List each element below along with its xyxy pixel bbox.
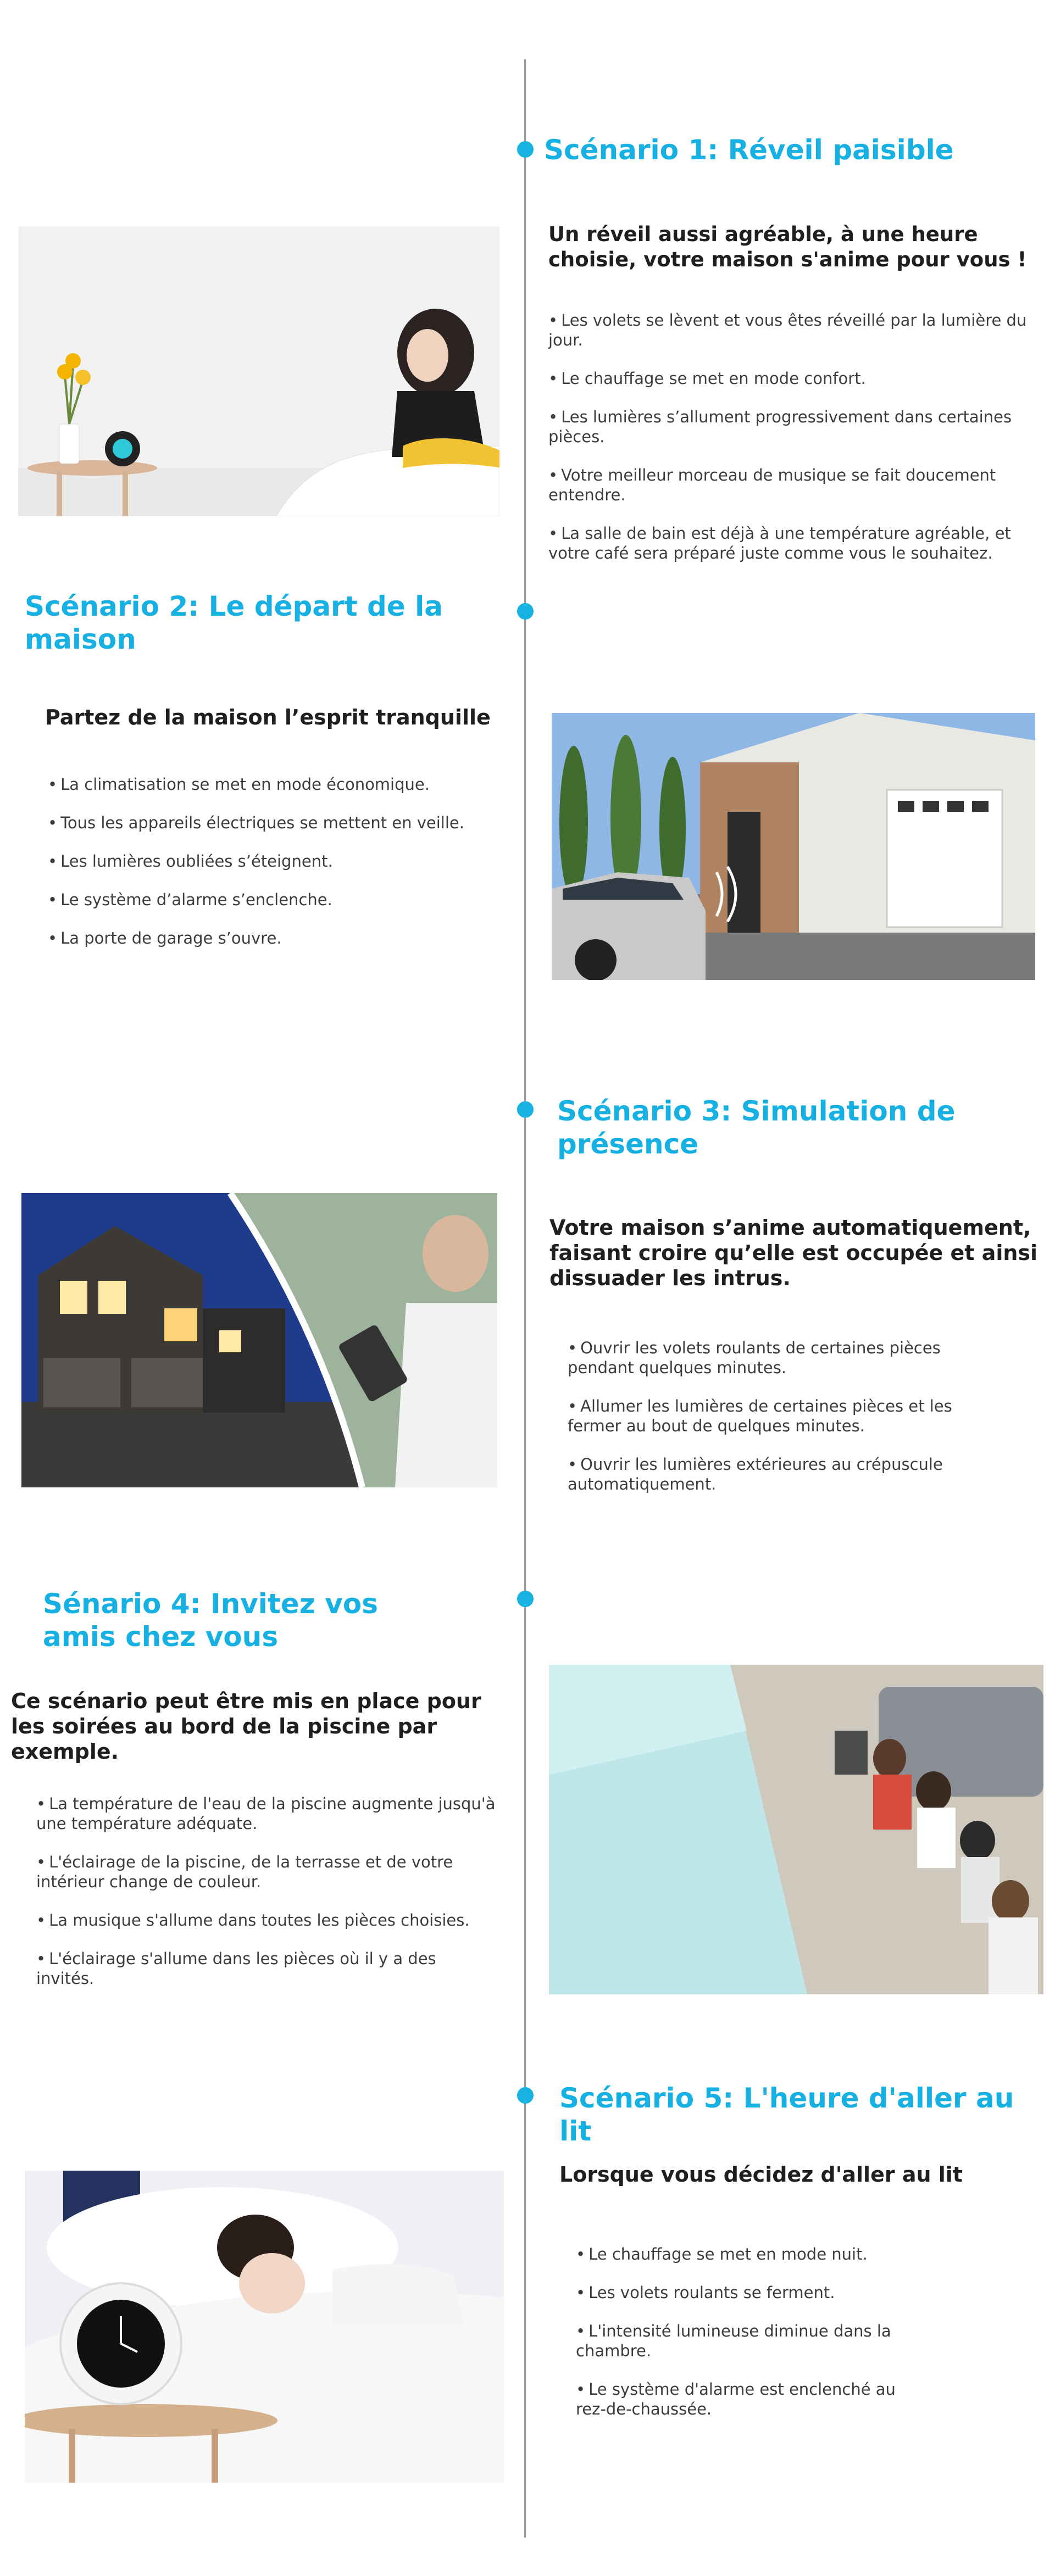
timeline-dot-2 xyxy=(517,603,534,620)
list-item: • L'éclairage de la piscine, de la terrasse et de votre intérieur change de couleur. xyxy=(36,1853,453,1891)
scenario-1-list xyxy=(548,310,1032,582)
scenario-5-list xyxy=(576,2244,928,2438)
list-item: • Ouvrir les lumières extérieures au crépuscule automatiquement. xyxy=(568,1455,943,1493)
timeline-dot-1 xyxy=(517,141,534,158)
scenario-5-title: Scénario 5: L'heure d'aller au lit xyxy=(559,2082,1014,2147)
list-item: • La porte de garage s’ouvre. xyxy=(48,929,282,947)
scenario-1-subtitle: Un réveil aussi agréable, à une heure choisie, votre maison s'anime pour vous ! xyxy=(548,222,1027,271)
list-item: • Votre meilleur morceau de musique se fait doucement entendre. xyxy=(548,466,996,504)
timeline-dot-4 xyxy=(517,1591,534,1607)
scenario-2-title: Scénario 2: Le départ de la maison xyxy=(25,590,443,655)
car-garage-door-photo xyxy=(552,713,1035,980)
scenario-3-list xyxy=(568,1338,1007,1513)
list-item: • L'intensité lumineuse diminue dans la chambre. xyxy=(576,2322,891,2360)
scenario-1-title: Scénario 1: Réveil paisible xyxy=(544,134,954,166)
list-item: • Ouvrir les volets roulants de certaines pièces pendant quelques minutes. xyxy=(568,1339,941,1377)
woman-waking-up-photo xyxy=(18,226,499,516)
scenario-3-subtitle: Votre maison s’anime automatiquement, faisant croire qu’elle est occupée et ainsi dissuader les intrus. xyxy=(549,1215,1038,1290)
friends-by-pool-photo xyxy=(549,1665,1043,1994)
timeline-dot-3 xyxy=(517,1101,534,1118)
scenario-4-list xyxy=(36,1794,498,2007)
house-at-night-tablet-photo xyxy=(21,1193,497,1487)
list-item: • La musique s'allume dans toutes les pièces choisies. xyxy=(36,1911,470,1930)
list-item: • Allumer les lumières de certaines pièces et les fermer au bout de quelques minutes. xyxy=(568,1397,952,1435)
scenario-5-subtitle: Lorsque vous décidez d'aller au lit xyxy=(559,2162,963,2187)
list-item: • Les lumières oubliées s’éteignent. xyxy=(48,852,333,871)
list-item: • Les lumières s’allument progressivement dans certaines pièces. xyxy=(548,408,1012,446)
scenario-4-title: Sénario 4: Invitez vos amis chez vous xyxy=(43,1588,378,1653)
list-item: • Tous les appareils électriques se mettent en veille. xyxy=(48,813,464,832)
scenario-4-subtitle: Ce scénario peut être mis en place pour les soirées au bord de la piscine par exemple. xyxy=(11,1689,481,1764)
scenario-2-subtitle: Partez de la maison l’esprit tranquille xyxy=(45,705,491,729)
list-item: • Les volets se lèvent et vous êtes réveillé par la lumière du jour. xyxy=(548,311,1027,349)
timeline-line xyxy=(524,59,526,2538)
scenario-2-list xyxy=(48,774,504,967)
list-item: • Le système d’alarme s’enclenche. xyxy=(48,890,332,909)
list-item: • Le système d'alarme est enclenché au rez-de-chaussée. xyxy=(576,2380,896,2418)
list-item: • La température de l'eau de la piscine augmente jusqu'à une température adéquate. xyxy=(36,1794,496,1833)
timeline-dot-5 xyxy=(517,2087,534,2104)
list-item: • L'éclairage s'allume dans les pièces où il y a des invités. xyxy=(36,1949,436,1988)
woman-sleeping-photo xyxy=(25,2171,504,2483)
list-item: • Les volets roulants se ferment. xyxy=(576,2283,835,2302)
scenario-3-title: Scénario 3: Simulation de présence xyxy=(557,1095,956,1160)
list-item: • La climatisation se met en mode économique. xyxy=(48,775,430,794)
list-item: • Le chauffage se met en mode nuit. xyxy=(576,2245,868,2263)
list-item: • Le chauffage se met en mode confort. xyxy=(548,369,866,388)
list-item: • La salle de bain est déjà à une température agréable, et votre café sera préparé juste comme vous le souhaitez. xyxy=(548,524,1011,562)
